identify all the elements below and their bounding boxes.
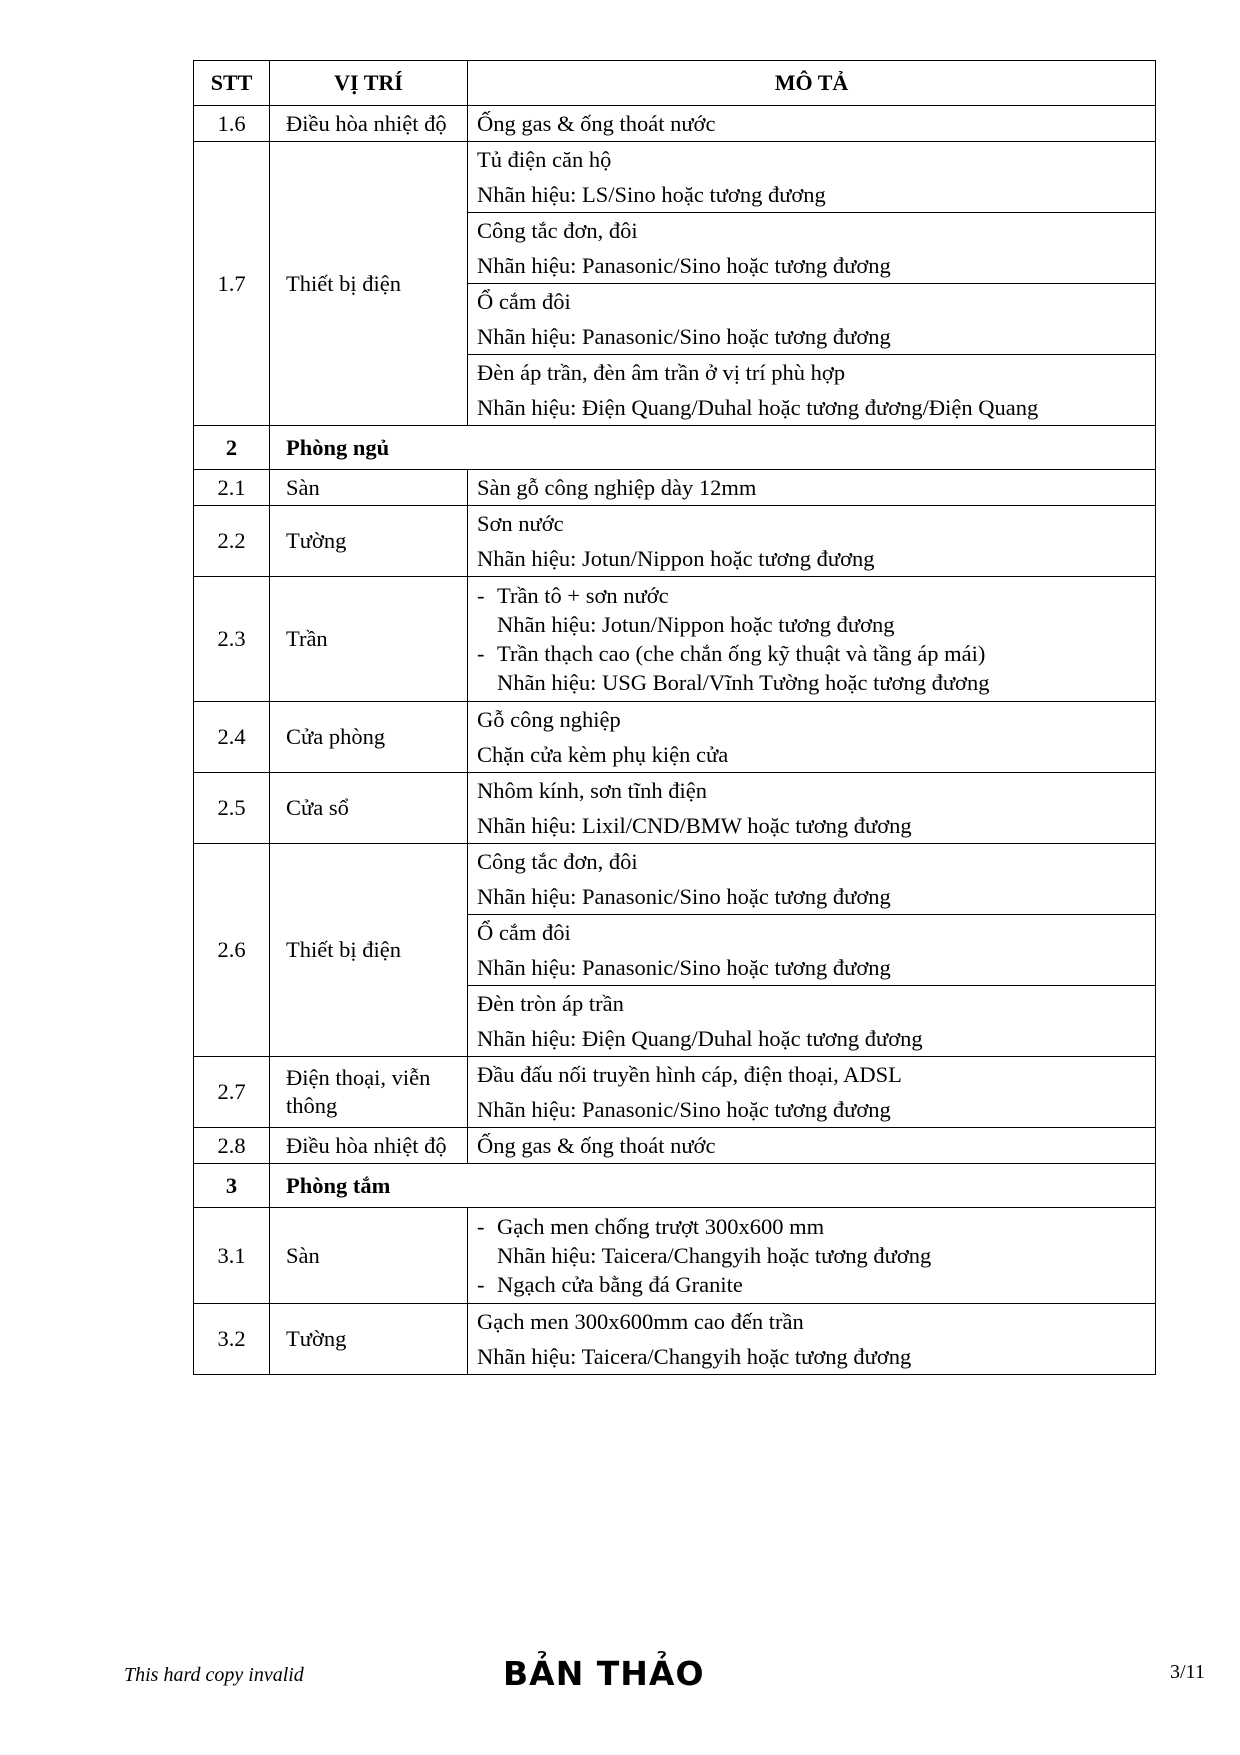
item-position: Sàn: [270, 1208, 468, 1304]
table-row: [194, 506, 1156, 577]
description-line: Nhãn hiệu: Panasonic/Sino hoặc tương đương: [477, 955, 891, 980]
header-position: VỊ TRÍ: [270, 61, 468, 106]
dash-bullet: -: [477, 583, 485, 608]
table-row: [194, 577, 1156, 702]
description-subitem: [468, 213, 1155, 284]
bullet-continuation: Nhãn hiệu: Taicera/Changyih hoặc tương đương: [497, 1243, 932, 1268]
table-row: [194, 1057, 1156, 1128]
description-subitem: [468, 355, 1155, 425]
item-description: [468, 773, 1156, 844]
description-subitem: [468, 986, 1155, 1056]
item-number: 2.8: [194, 1128, 270, 1164]
section-number: 3: [194, 1164, 270, 1208]
table-row: [194, 142, 1156, 426]
draft-stamp: BẢN THẢO: [503, 1654, 705, 1693]
description-line: Sàn gỗ công nghiệp dày 12mm: [477, 475, 757, 500]
description-line: Nhãn hiệu: Jotun/Nippon hoặc tương đương: [477, 546, 875, 571]
description-line: Nhãn hiệu: Điện Quang/Duhal hoặc tương đương: [477, 1026, 923, 1051]
item-position: Điều hòa nhiệt độ: [270, 106, 468, 142]
dash-bullet: -: [477, 1272, 485, 1297]
section-row: [194, 1164, 1156, 1208]
item-position: Trần: [270, 577, 468, 702]
header-description: MÔ TẢ: [468, 61, 1156, 106]
table-row: [194, 1128, 1156, 1164]
bullet-line: [477, 1270, 1155, 1299]
description-line: Chặn cửa kèm phụ kiện cửa: [477, 742, 729, 767]
bullet-text: Gạch men chống trượt 300x600 mm: [497, 1214, 825, 1239]
table-row: [194, 844, 1156, 1057]
item-position: Điện thoại, viễn thông: [270, 1057, 468, 1128]
description-line: Công tắc đơn, đôi: [477, 218, 638, 243]
item-position: Thiết bị điện: [270, 142, 468, 426]
item-description: [468, 1057, 1156, 1128]
description-line: Nhãn hiệu: Panasonic/Sino hoặc tương đương: [477, 253, 891, 278]
item-description: [468, 702, 1156, 773]
header-stt: STT: [194, 61, 270, 106]
table-row: [194, 1208, 1156, 1304]
bullet-text: Trần tô + sơn nước: [497, 583, 669, 608]
table-row: [194, 470, 1156, 506]
item-position: Điều hòa nhiệt độ: [270, 1128, 468, 1164]
description-line: Nhôm kính, sơn tĩnh điện: [477, 778, 708, 803]
section-title: Phòng tắm: [270, 1164, 1156, 1208]
item-position: Tường: [270, 506, 468, 577]
item-position: Sàn: [270, 470, 468, 506]
table-row: [194, 106, 1156, 142]
bullet-line: [477, 639, 1155, 668]
description-subitem: [468, 844, 1155, 915]
item-number: 3.1: [194, 1208, 270, 1304]
description-line: Gạch men 300x600mm cao đến trần: [477, 1309, 804, 1334]
table-row: [194, 702, 1156, 773]
section-row: [194, 426, 1156, 470]
item-number: 2.3: [194, 577, 270, 702]
description-line: Nhãn hiệu: Panasonic/Sino hoặc tương đương: [477, 1097, 891, 1122]
item-description: [468, 506, 1156, 577]
item-description: [468, 470, 1156, 506]
item-position: Cửa phòng: [270, 702, 468, 773]
description-line: Tủ điện căn hộ: [477, 147, 612, 172]
item-number: 2.2: [194, 506, 270, 577]
section-title: Phòng ngủ: [270, 426, 1156, 470]
bullet-line: [477, 581, 1155, 610]
description-line: Ổ cắm đôi: [477, 920, 571, 945]
item-number: 2.6: [194, 844, 270, 1057]
item-description: [468, 1128, 1156, 1164]
table-header-row: [194, 61, 1156, 106]
description-line: Sơn nước: [477, 511, 564, 536]
bullet-continuation: Nhãn hiệu: Jotun/Nippon hoặc tương đương: [497, 612, 895, 637]
item-number: 2.4: [194, 702, 270, 773]
item-description: [468, 1304, 1156, 1375]
description-line: Nhãn hiệu: Taicera/Changyih hoặc tương đương: [477, 1344, 912, 1369]
page-number: 3/11: [1170, 1661, 1205, 1683]
item-description: [468, 844, 1156, 1057]
table-row: [194, 1304, 1156, 1375]
dash-bullet: -: [477, 641, 485, 666]
bullet-line: [477, 1212, 1155, 1241]
item-position: Cửa sổ: [270, 773, 468, 844]
description-line: Nhãn hiệu: LS/Sino hoặc tương đương: [477, 182, 826, 207]
description-line: Ổ cắm đôi: [477, 289, 571, 314]
item-number: 3.2: [194, 1304, 270, 1375]
item-number: 1.6: [194, 106, 270, 142]
description-line: Nhãn hiệu: Điện Quang/Duhal hoặc tương đương/Điện Quang: [477, 395, 1039, 420]
description-line: Gỗ công nghiệp: [477, 707, 621, 732]
dash-bullet: -: [477, 1214, 485, 1239]
description-line: Đèn áp trần, đèn âm trần ở vị trí phù hợp: [477, 360, 846, 385]
bullet-text: Ngạch cửa bằng đá Granite: [497, 1272, 743, 1297]
item-description: [468, 577, 1156, 702]
description-line: Đèn tròn áp trần: [477, 991, 624, 1016]
specification-table: [193, 60, 1156, 1375]
table-body: [194, 106, 1156, 1375]
bullet-continuation: Nhãn hiệu: USG Boral/Vĩnh Tường hoặc tương đương: [497, 670, 990, 695]
description-subitem: [468, 142, 1155, 213]
item-number: 2.1: [194, 470, 270, 506]
item-position: Tường: [270, 1304, 468, 1375]
item-number: 2.7: [194, 1057, 270, 1128]
description-line: Đầu đấu nối truyền hình cáp, điện thoại, ADSL: [477, 1062, 902, 1087]
description-line: Nhãn hiệu: Panasonic/Sino hoặc tương đương: [477, 884, 891, 909]
item-number: 1.7: [194, 142, 270, 426]
footer-disclaimer: This hard copy invalid: [124, 1664, 304, 1686]
item-number: 2.5: [194, 773, 270, 844]
description-subitem: [468, 915, 1155, 986]
description-subitem: [468, 284, 1155, 355]
item-position: Thiết bị điện: [270, 844, 468, 1057]
description-line: Nhãn hiệu: Lixil/CND/BMW hoặc tương đương: [477, 813, 912, 838]
description-line: Ống gas & ống thoát nước: [477, 111, 716, 136]
item-description: [468, 1208, 1156, 1304]
table-row: [194, 773, 1156, 844]
description-line: Công tắc đơn, đôi: [477, 849, 638, 874]
description-line: Ống gas & ống thoát nước: [477, 1133, 716, 1158]
bullet-text: Trần thạch cao (che chắn ống kỹ thuật và tầng áp mái): [497, 641, 986, 666]
description-line: Nhãn hiệu: Panasonic/Sino hoặc tương đương: [477, 324, 891, 349]
section-number: 2: [194, 426, 270, 470]
item-description: [468, 142, 1156, 426]
item-description: [468, 106, 1156, 142]
